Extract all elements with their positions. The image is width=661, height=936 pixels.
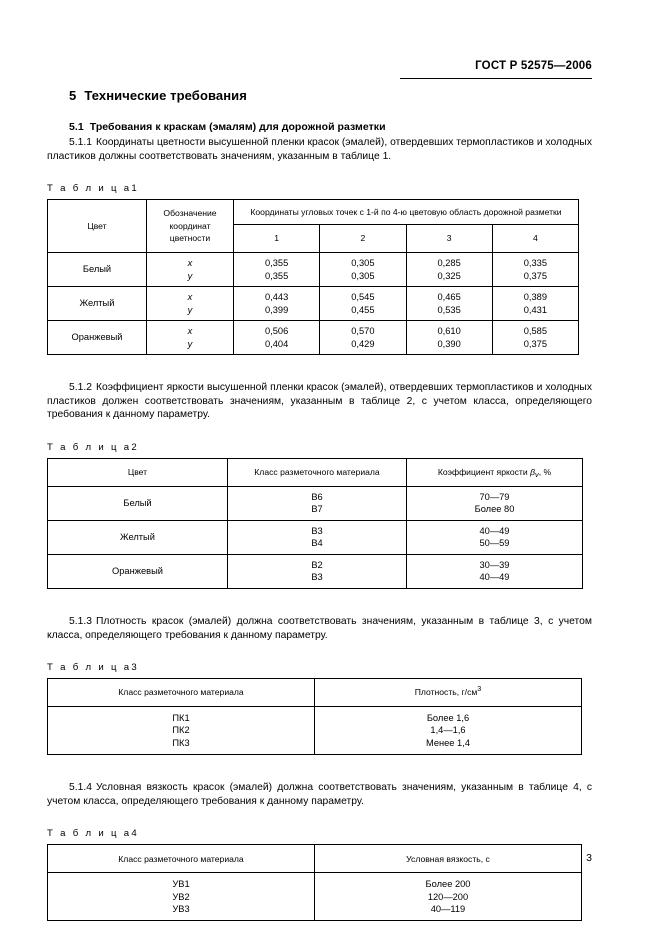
material-class: ПК2 — [172, 725, 190, 736]
material-class: ПК1 — [172, 712, 190, 723]
clause-5-1-2-paragraph — [47, 381, 592, 422]
table-1-caption — [47, 183, 592, 194]
subsection-number: 5.1 — [69, 121, 84, 133]
spacer — [47, 589, 592, 615]
table-1-header-row-1 — [48, 200, 579, 225]
table-1-cell-point-2 — [320, 321, 406, 355]
brightness-value: 70—79 — [479, 491, 510, 502]
table-2-header-brightness-coefficient — [407, 458, 583, 486]
clause-5-1-2-text: Коэффициент яркости высушенной пленки красок (эмалей), отвердевших термопластиков и холодных пластиков должен соответствовать значениям, указанным в таблице 2, с учетом класса, определяющего требования к данному параметру. — [47, 382, 592, 421]
value-y: 0,375 — [523, 270, 547, 281]
viscosity-value: Более 200 — [425, 878, 471, 889]
table-1-cell-coordinate-labels — [147, 321, 234, 355]
table-row — [48, 253, 579, 287]
density-exponent: 3 — [477, 683, 482, 693]
table-1 — [47, 199, 579, 355]
table-1-header-point-1: 1 — [234, 225, 320, 253]
spacer — [47, 808, 592, 828]
value-y: 0,535 — [437, 304, 461, 315]
clause-5-1-4-number: 5.1.4 — [69, 782, 92, 794]
table-2 — [47, 458, 583, 589]
value-y: 0,375 — [523, 338, 547, 349]
page-number: 3 — [586, 852, 592, 864]
table-3-header-material-class: Класс разметочного материала — [48, 679, 315, 707]
page-content — [47, 88, 592, 921]
table-row — [48, 520, 583, 554]
table-row — [48, 873, 582, 921]
table-1-cell-point-3 — [406, 321, 492, 355]
clause-5-1-4-paragraph — [47, 781, 592, 808]
table-1-header-coordinate-designation — [147, 200, 234, 253]
material-class: В3 — [311, 572, 323, 583]
table-4-body — [48, 873, 582, 921]
brightness-value: Более 80 — [474, 504, 515, 515]
section-title-text: Технические требования — [84, 88, 247, 103]
table-1-cell-coordinate-labels — [147, 287, 234, 321]
table-3-head — [48, 679, 582, 707]
subsection-heading — [47, 121, 592, 133]
subsection-title-text: Требования к краскам (эмалям) для дорожной разметки — [89, 121, 386, 133]
table-1-caption-number: 1 — [131, 183, 137, 195]
table-2-body — [48, 486, 583, 588]
table-1-coord-label-y: y — [187, 304, 193, 315]
density-value: Более 1,6 — [426, 712, 470, 723]
value-y: 0,404 — [264, 338, 289, 349]
table-4-caption-number: 4 — [131, 828, 137, 840]
spacer — [47, 642, 592, 662]
viscosity-value: 120—200 — [427, 891, 469, 902]
table-1-cell-point-3 — [406, 287, 492, 321]
table-1-header-group: Координаты угловых точек с 1-й по 4-ю цветовую область дорожной разметки — [234, 200, 579, 225]
value-y: 0,431 — [523, 304, 547, 315]
brightness-label-suffix: , % — [538, 466, 552, 477]
table-4 — [47, 844, 582, 921]
table-1-coord-label-x: x — [187, 292, 193, 303]
table-1-cell-point-1 — [234, 321, 320, 355]
density-value: 1,4—1,6 — [430, 725, 466, 736]
spacer — [47, 755, 592, 781]
table-1-header-point-2: 2 — [320, 225, 406, 253]
table-3-cell-values — [315, 707, 582, 755]
viscosity-value: 40—119 — [430, 904, 466, 915]
table-4-header-row — [48, 845, 582, 873]
table-2-header-color: Цвет — [48, 458, 228, 486]
table-2-cell-classes — [228, 554, 407, 588]
table-1-cell-color: Желтый — [48, 287, 147, 321]
density-label: Плотность, г/см — [414, 686, 478, 697]
brightness-value: 30—39 — [479, 559, 510, 570]
brightness-beta-symbol: β — [530, 466, 535, 477]
brightness-value: 40—49 — [479, 525, 510, 536]
value-y: 0,305 — [351, 270, 375, 281]
running-header-rule — [400, 78, 592, 79]
value-y: 0,325 — [437, 270, 461, 281]
spacer — [47, 422, 592, 442]
table-1-body — [48, 253, 579, 355]
section-heading — [47, 88, 592, 103]
table-1-cell-coordinate-labels — [147, 253, 234, 287]
material-class: УВ3 — [172, 904, 190, 915]
table-3-cell-classes — [48, 707, 315, 755]
value-x: 0,389 — [523, 292, 547, 303]
table-1-cell-point-4 — [492, 253, 578, 287]
table-2-head — [48, 458, 583, 486]
value-x: 0,545 — [351, 292, 375, 303]
value-y: 0,429 — [351, 338, 375, 349]
material-class: В6 — [311, 491, 323, 502]
table-4-cell-values — [315, 873, 582, 921]
table-3-caption — [47, 662, 592, 673]
value-x: 0,506 — [264, 326, 289, 337]
value-x: 0,355 — [264, 258, 289, 269]
table-row — [48, 707, 582, 755]
table-3-header-row — [48, 679, 582, 707]
clause-5-1-3-text: Плотность красок (эмалей) должна соответствовать значениям, указанным в таблице 3, с учетом класса, определяющего требования к данному параметру. — [47, 615, 592, 641]
value-x: 0,285 — [437, 258, 461, 269]
clause-5-1-1-number: 5.1.1 — [69, 137, 92, 148]
table-4-cell-classes — [48, 873, 315, 921]
table-2-cell-classes — [228, 486, 407, 520]
material-class: В2 — [311, 559, 323, 570]
material-class: УВ1 — [172, 878, 190, 889]
table-2-caption-label: Т а б л и ц а — [47, 441, 132, 453]
value-y: 0,355 — [264, 270, 289, 281]
table-2-cell-color: Оранжевый — [48, 554, 228, 588]
table-1-header-point-3: 3 — [406, 225, 492, 253]
table-1-cell-color: Оранжевый — [48, 321, 147, 355]
value-x: 0,443 — [264, 292, 289, 303]
value-x: 0,305 — [351, 258, 375, 269]
brightness-label-prefix: Коэффициент яркости — [437, 466, 531, 477]
table-row — [48, 321, 579, 355]
table-1-cell-point-1 — [234, 287, 320, 321]
table-1-coord-label-x: x — [187, 326, 193, 337]
clause-5-1-3-paragraph — [47, 615, 592, 642]
table-1-coord-label-x: x — [187, 258, 193, 269]
value-y: 0,455 — [351, 304, 375, 315]
table-row — [48, 554, 583, 588]
spacer — [47, 355, 592, 381]
table-4-caption-label: Т а б л и ц а — [47, 828, 132, 840]
table-2-caption-number: 2 — [131, 441, 137, 453]
table-1-header-coord-line3: цветности — [169, 233, 211, 244]
table-2-cell-values — [407, 520, 583, 554]
table-1-coord-label-y: y — [187, 338, 193, 349]
value-x: 0,570 — [351, 326, 375, 337]
table-1-header-color: Цвет — [48, 200, 147, 253]
table-2-cell-values — [407, 554, 583, 588]
table-3-body — [48, 707, 582, 755]
density-value: Менее 1,4 — [425, 737, 470, 748]
value-x: 0,465 — [437, 292, 461, 303]
table-2-header-row — [48, 458, 583, 486]
table-3 — [47, 678, 582, 755]
table-4-header-viscosity: Условная вязкость, с — [315, 845, 582, 873]
table-4-head — [48, 845, 582, 873]
brightness-value: 40—49 — [479, 572, 510, 583]
table-1-cell-color: Белый — [48, 253, 147, 287]
material-class: В4 — [311, 538, 323, 549]
table-2-cell-classes — [228, 520, 407, 554]
table-4-caption — [47, 828, 592, 839]
table-3-caption-number: 3 — [131, 662, 137, 674]
brightness-value: 50—59 — [479, 538, 510, 549]
table-1-head — [48, 200, 579, 253]
table-2-header-material-class: Класс разметочного материала — [228, 458, 407, 486]
table-1-cell-point-4 — [492, 321, 578, 355]
table-1-header-coord-line1: Обозначение — [163, 208, 217, 219]
table-2-cell-color: Белый — [48, 486, 228, 520]
value-y: 0,390 — [437, 338, 461, 349]
table-2-cell-values — [407, 486, 583, 520]
table-1-header-point-4: 4 — [492, 225, 578, 253]
table-1-cell-point-1 — [234, 253, 320, 287]
table-4-header-material-class: Класс разметочного материала — [48, 845, 315, 873]
table-3-header-density — [315, 679, 582, 707]
table-1-cell-point-2 — [320, 253, 406, 287]
table-1-cell-point-4 — [492, 287, 578, 321]
clause-5-1-1-paragraph — [47, 136, 592, 163]
clause-5-1-4-text: Условная вязкость красок (эмалей) должна соответствовать значениям, указанным в таблице 4, с учетом класса, определяющего требования к данному параметру. — [47, 782, 592, 807]
table-1-cell-point-2 — [320, 287, 406, 321]
table-2-caption — [47, 442, 592, 453]
table-row — [48, 486, 583, 520]
material-class: В3 — [311, 525, 323, 536]
section-number: 5 — [69, 88, 77, 103]
table-row — [48, 287, 579, 321]
material-class: ПК3 — [172, 737, 190, 748]
spacer — [47, 163, 592, 183]
table-1-caption-label: Т а б л и ц а — [47, 183, 132, 195]
value-x: 0,610 — [437, 326, 461, 337]
value-x: 0,585 — [523, 326, 547, 337]
table-1-coord-label-y: y — [187, 270, 193, 281]
table-3-caption-label: Т а б л и ц а — [47, 662, 132, 674]
material-class: УВ2 — [172, 891, 190, 902]
running-header-standard-id: ГОСТ Р 52575—2006 — [475, 60, 592, 72]
material-class: В7 — [311, 504, 323, 515]
table-1-header-coord-line2: координат — [169, 220, 211, 231]
table-1-cell-point-3 — [406, 253, 492, 287]
clause-5-1-2-number: 5.1.2 — [69, 382, 92, 394]
clause-5-1-1-text: Координаты цветности высушенной пленки красок (эмалей), отвердевших термопластиков и холодных пластиков должны соответствовать значениям, указанным в таблице 1. — [47, 137, 592, 162]
value-y: 0,399 — [264, 304, 289, 315]
value-x: 0,335 — [523, 258, 547, 269]
table-2-cell-color: Желтый — [48, 520, 228, 554]
brightness-subscript: v — [534, 469, 539, 479]
clause-5-1-3-number: 5.1.3 — [69, 615, 92, 627]
